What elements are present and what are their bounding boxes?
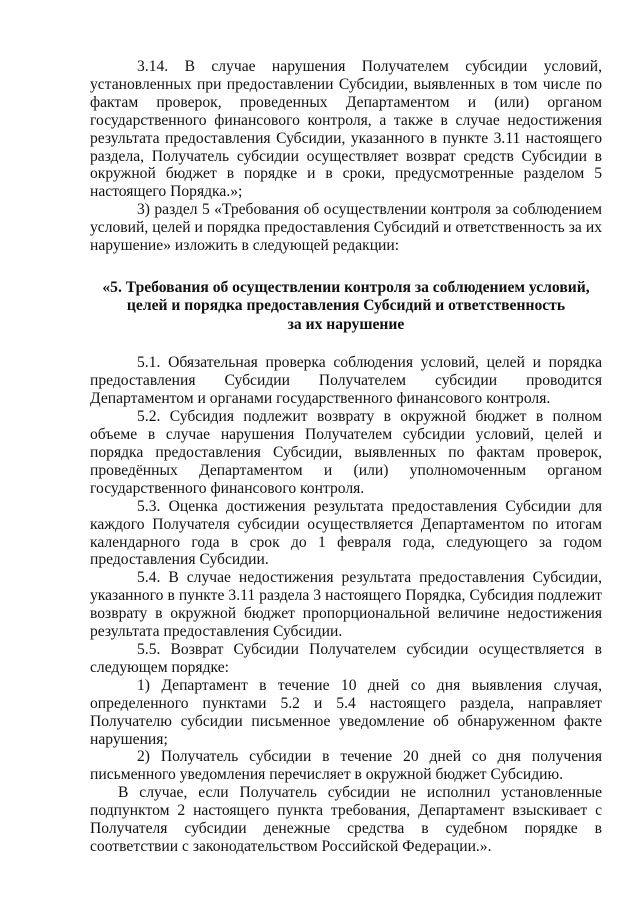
paragraph-item-3: 3) раздел 5 «Требования об осуществлении контроля за соблюдением условий, целей и порядка предоставления Субсидий и ответственность за их нарушение» изложить в следующей редакции: xyxy=(90,201,602,255)
section-5-heading-line-2: целей и порядка предоставления Субсидий и ответственность xyxy=(126,297,566,315)
paragraph-5-3: 5.3. Оценка достижения результата предоставления Субсидии для каждого Получателя субсидии осуществляется Департаментом по итогам календарного года в срок до 1 февраля года, следующего за годом предоставления Субсидии. xyxy=(90,497,602,569)
paragraph-5-2: 5.2. Субсидия подлежит возврату в окружной бюджет в полном объеме в случае нарушения Получателем субсидии условий, целей и порядка предоставления Субсидии, выявленных по фактам проверок, проведённых Департаментом и (или) уполномоченным органом государственного финансового контроля. xyxy=(90,408,602,497)
paragraph-5-5-sub-1: 1) Департамент в течение 10 дней со дня выявления случая, определенного пунктами 5.2 и 5.4 настоящего раздела, направляет Получателю субсидии письменное уведомление об обнаруженном факте нарушения; xyxy=(90,676,602,748)
document-page xyxy=(90,58,602,856)
paragraph-5-5: 5.5. Возврат Субсидии Получателем субсидии осуществляется в следующем порядке: xyxy=(90,640,602,676)
section-5-heading-line-1: «5. Требования об осуществлении контроля за соблюдением условий, xyxy=(102,278,590,296)
paragraph-5-1: 5.1. Обязательная проверка соблюдения условий, целей и порядка предоставления Субсидии Получателем субсидии проводится Департаментом и органами государственного финансового контроля. xyxy=(90,354,602,408)
section-5-heading xyxy=(90,279,602,335)
paragraph-5-5-sub-2: 2) Получатель субсидии в течение 20 дней со дня получения письменного уведомления перечисляет в окружной бюджет Субсидию. xyxy=(90,748,602,784)
paragraph-5-4: 5.4. В случае недостижения результата предоставления Субсидии, указанного в пункте 3.11 раздела 3 настоящего Порядка, Субсидия подлежит возврату в окружной бюджет пропорциональной величине недостижения результата предоставления Субсидии. xyxy=(90,569,602,641)
paragraph-final: В случае, если Получатель субсидии не исполнил установленные подпунктом 2 настоящего пункта требования, Департамент взыскивает с Получателя субсидии денежные средства в судебном порядке в соответствии с законодательством Российской Федерации.». xyxy=(90,784,602,855)
section-5-heading-line-3: за их нарушение xyxy=(287,315,405,333)
paragraph-3-14: 3.14. В случае нарушения Получателем субсидии условий, установленных при предоставлении Субсидии, выявленных в том числе по фактам проверок, проведенных Департаментом и (или) органом государственного финансового контроля, а также в случае недостижения результата предоставления Субсидии, указанного в пункте 3.11 настоящего раздела, Получатель субсидии осуществляет возврат средств Субсидии в окружной бюджет в порядке и в сроки, предусмотренные разделом 5 настоящего Порядка.»; xyxy=(90,58,602,201)
